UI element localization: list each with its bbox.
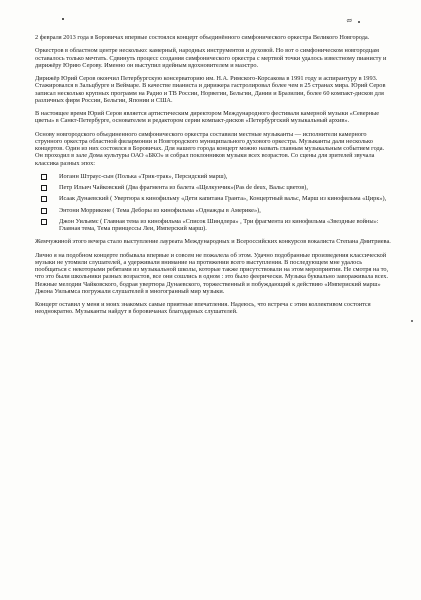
checkbox-bullet-icon xyxy=(41,185,47,191)
program-item xyxy=(35,173,391,180)
conclusion-paragraph: Концерт оставил у меня и моих знакомых самые приятные впечатления. Надеюсь, что встреча с этим коллективом состоится неоднократно. Музыканты найдут в боровичанах благодарных слушателей. xyxy=(35,301,371,316)
checkbox-bullet-icon xyxy=(41,219,47,225)
program-item xyxy=(35,195,391,202)
concert-paragraph: Основу новгородского объединенного симфонического оркестра составили местные музыканты — исполнители камерного струнного оркестра областной филармонии и Новгородского муниципального духового оркестра. Музыканты дали несколько концертов. Один из них состоялся в Боровичах. Для нашего города концерт можно назвать главным музыкальным событием года. Он проходил в зале Дома культуры ОАО «БКО» и собрал поклонников музыки всех возрастов. Со сцены для зрителей звучала классика разных эпох: xyxy=(35,130,385,167)
soloist-paragraph: Жемчужиной этого вечера стало выступление лауреата Международных и Всероссийских конкурсов вокалиста Степана Дмитриева. xyxy=(35,238,391,246)
scan-speck xyxy=(358,21,360,23)
program-list xyxy=(35,173,391,233)
checkbox-bullet-icon xyxy=(41,208,47,214)
impressions-paragraph: Лично я на подобном концерте побывала впервые и совсем не пожалела об этом. Удачно подобранные произведения классической музыки не утомили слушателей, а удерживали внимание на протяжении всего выступления. В последующем мне удалось пообщаться с некоторыми ребятами из музыкальной школы, которые также присутствовали на этом мероприятии. Не смотря на то, что это были школьники разных возрастов, все они сошлись в одном : это было феерически. Музыка буквально завораживала всех. Нежные мелодии Чайковского, бодрая увертюра Дунаевского, торжественный и побуждающий к действию «Империский марш» Джона Уильямса погружали слушателей в многогранный мир музыки. xyxy=(35,251,389,295)
intro-paragraph: 2 февраля 2013 года в Боровичах впервые состоялся концерт объединённого симфонического оркестра Великого Новгорода. xyxy=(35,34,370,41)
program-item-text: Исаак Дунаевский ( Увертюра к кинофильму «Дети капитана Гранта», Концертный вальс, Марш из кинофильма «Цирк»), xyxy=(59,195,387,203)
program-item xyxy=(35,184,391,191)
program-item-text: Иоганн Штраус-сын (Полька «Трик-трак», Персидский марш), xyxy=(59,172,228,180)
program-item xyxy=(35,218,391,233)
scan-speck xyxy=(411,320,413,322)
program-item xyxy=(35,207,391,214)
orchestras-paragraph: Оркестров в областном центре несколько: камерный, народных инструментов и духовой. Но вот о симфоническом новгородцам оставалось только мечтать. Сдвинуть процесс создания симфонического оркестра с мертвой точки удалось известному пианисту и дирижёру Юрию Серову. Именно он выступил идейным вдохновителем и маэстро. xyxy=(35,47,387,69)
program-item-text: Джон Уильямс ( Главная тема из кинофильма «Список Шиндлера» , Три фрагмента из кинофильма «Звездные войны»: Главная тема, Тема принцессы Леи, Имперский марш). xyxy=(59,217,379,232)
scan-mark: ≈ xyxy=(345,15,354,26)
program-item-text: Петр Ильич Чайковский (Два фрагмента из балета «Щелкунчик»(Pas de deux, Вальс цветов), xyxy=(59,184,308,191)
article-body xyxy=(35,34,391,322)
program-item-text: Энтони Морриконе ( Тема Деборы из кинофильма «Однажды в Америке»), xyxy=(59,206,261,214)
checkbox-bullet-icon xyxy=(41,196,47,202)
festival-paragraph: В настоящее время Юрий Серов является артистическим директором Международного фестиваля камерной музыки «Северные цветы» в Санкт-Петербурге, основателем и редактором серии компакт-дисков «Петербургский музыкальный архив». xyxy=(35,110,380,125)
conductor-bio-paragraph: Дирижёр Юрий Серов окончил Петербургскую консерваторию им. Н.А. Римского-Корсакова в 1991 году и аспирантуру в 1993. Стажировался в Зальцбурге и Веймаре. В качестве пианиста и дирижера гастролировал более чем в 25 странах мира. Юрий Серов записал несколько крупных программ на Радио и ТВ России, Норвегии, Бельгии, Дании и Бразилии, более 60 компакт-дисков для различных фирм России, Бельгии, Японии и США. xyxy=(35,75,386,104)
checkbox-bullet-icon xyxy=(41,174,47,180)
scan-speck xyxy=(62,18,64,20)
